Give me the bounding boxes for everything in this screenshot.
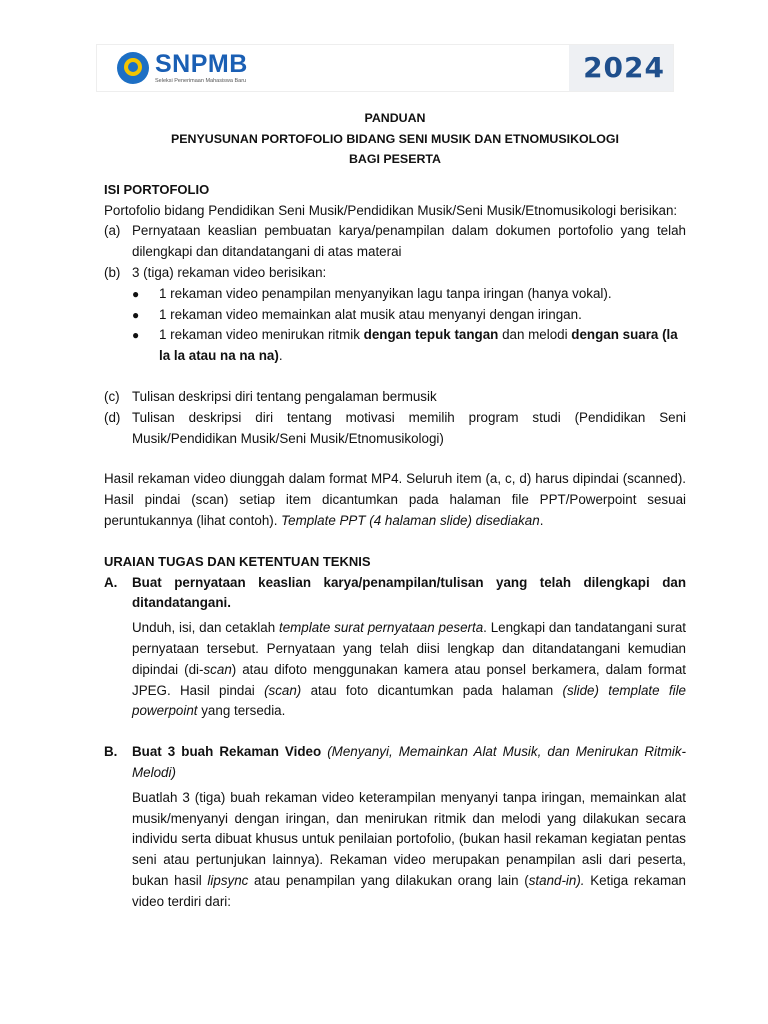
list-label: (c)	[104, 388, 120, 404]
document-body	[104, 108, 686, 912]
list-item-b	[104, 263, 686, 284]
year-box	[569, 45, 673, 91]
list-text: Pernyataan keaslian pembuatan karya/penampilan dalam dokumen portofolio yang telah dilengkapi dan ditandatangani di atas materai	[132, 223, 686, 260]
header-banner	[96, 44, 674, 92]
bullet-icon: ●	[132, 307, 140, 322]
bullet-item	[104, 325, 686, 367]
section-b-paragraph: Buatlah 3 (tiga) buah rekaman video keterampilan menyanyi tanpa iringan, memainkan alat musik/menyanyi dengan iringan, dan menirukan ritmik dan melodi yang dilakukan secara individu serta dibuat khusus untuk penilaian portofolio, (bukan hasil rekaman kegiatan pentas seni atau pertunjukan lainnya). Rekaman video merupakan penampilan asli dari peserta, bukan hasil lipsync atau penampilan yang dilakukan orang lain (stand-in). Ketiga rekaman video terdiri dari:	[132, 789, 686, 909]
emblem-icon	[117, 52, 149, 84]
brand-tagline: Seleksi Penerimaan Mahasiswa Baru	[155, 78, 247, 84]
section-title: Buat 3 buah Rekaman Video (Menyanyi, Memainkan Alat Musik, dan Menirukan Ritmik-Melodi)	[132, 744, 686, 780]
list-item-a	[104, 221, 686, 263]
bullet-icon: ●	[132, 286, 140, 301]
list-text: Tulisan deskripsi diri tentang motivasi memilih program studi (Pendidikan Seni Musik/Pendidikan Musik/Seni Musik/Etnomusikologi)	[132, 409, 686, 446]
list-item-c	[104, 387, 686, 408]
list-label: (d)	[104, 409, 121, 425]
isi-intro: Portofolio bidang Pendidikan Seni Musik/Pendidikan Musik/Seni Musik/Etnomusikologi berisikan:	[104, 202, 678, 218]
list-label: (b)	[104, 264, 121, 280]
bullet-text: 1 rekaman video memainkan alat musik atau menyanyi dengan iringan.	[159, 306, 582, 322]
isi-heading: ISI PORTOFOLIO	[104, 181, 210, 197]
uraian-heading: URAIAN TUGAS DAN KETENTUAN TEKNIS	[104, 553, 371, 569]
section-b	[104, 742, 686, 784]
year-label: 2024	[583, 51, 665, 84]
section-a	[104, 573, 686, 615]
list-text: 3 (tiga) rekaman video berisikan:	[132, 264, 327, 280]
section-title: Buat pernyataan keaslian karya/penampilan/tulisan yang telah dilengkapi dan ditandatangani.	[132, 574, 686, 611]
doc-title-line3: BAGI PESERTA	[348, 152, 442, 167]
bullet-item	[104, 305, 686, 326]
bullet-icon: ●	[132, 328, 140, 343]
snpmb-logo	[117, 51, 248, 84]
bullet-text: 1 rekaman video menirukan ritmik dengan tepuk tangan dan melodi dengan suara (la la la atau na na na).	[159, 327, 678, 364]
list-item-d	[104, 408, 686, 450]
brand-name: SNPMB	[155, 50, 248, 78]
section-a-paragraph: Unduh, isi, dan cetaklah template surat pernyataan peserta. Lengkapi dan tandatangani surat pernyataan tersebut. Pernyataan yang telah diisi lengkap dan ditandatangani kemudian dipindai (di-scan) atau difoto menggunakan kamera atau ponsel berkamera, dalam format JPEG. Hasil pindai (scan) atau foto dicantumkan pada halaman (slide) template file powerpoint yang tersedia.	[132, 620, 686, 719]
doc-title-line1: PANDUAN	[364, 111, 426, 125]
bullet-text: 1 rekaman video penampilan menyanyikan lagu tanpa iringan (hanya vokal).	[159, 285, 612, 301]
bullet-item	[104, 284, 686, 305]
section-label: A.	[104, 574, 118, 590]
list-label: (a)	[104, 223, 121, 239]
section-label: B.	[104, 744, 118, 760]
list-text: Tulisan deskripsi diri tentang pengalaman bermusik	[132, 388, 437, 404]
doc-title-line2: PENYUSUNAN PORTOFOLIO BIDANG SENI MUSIK DAN ETNOMUSIKOLOGI	[171, 131, 619, 146]
upload-paragraph: Hasil rekaman video diunggah dalam format MP4. Seluruh item (a, c, d) harus dipindai (scanned). Hasil pindai (scan) setiap item dicantumkan pada halaman file PPT/Powerpoint sesuai peruntukannya (lihat contoh). Template PPT (4 halaman slide) disediakan.	[104, 471, 686, 528]
